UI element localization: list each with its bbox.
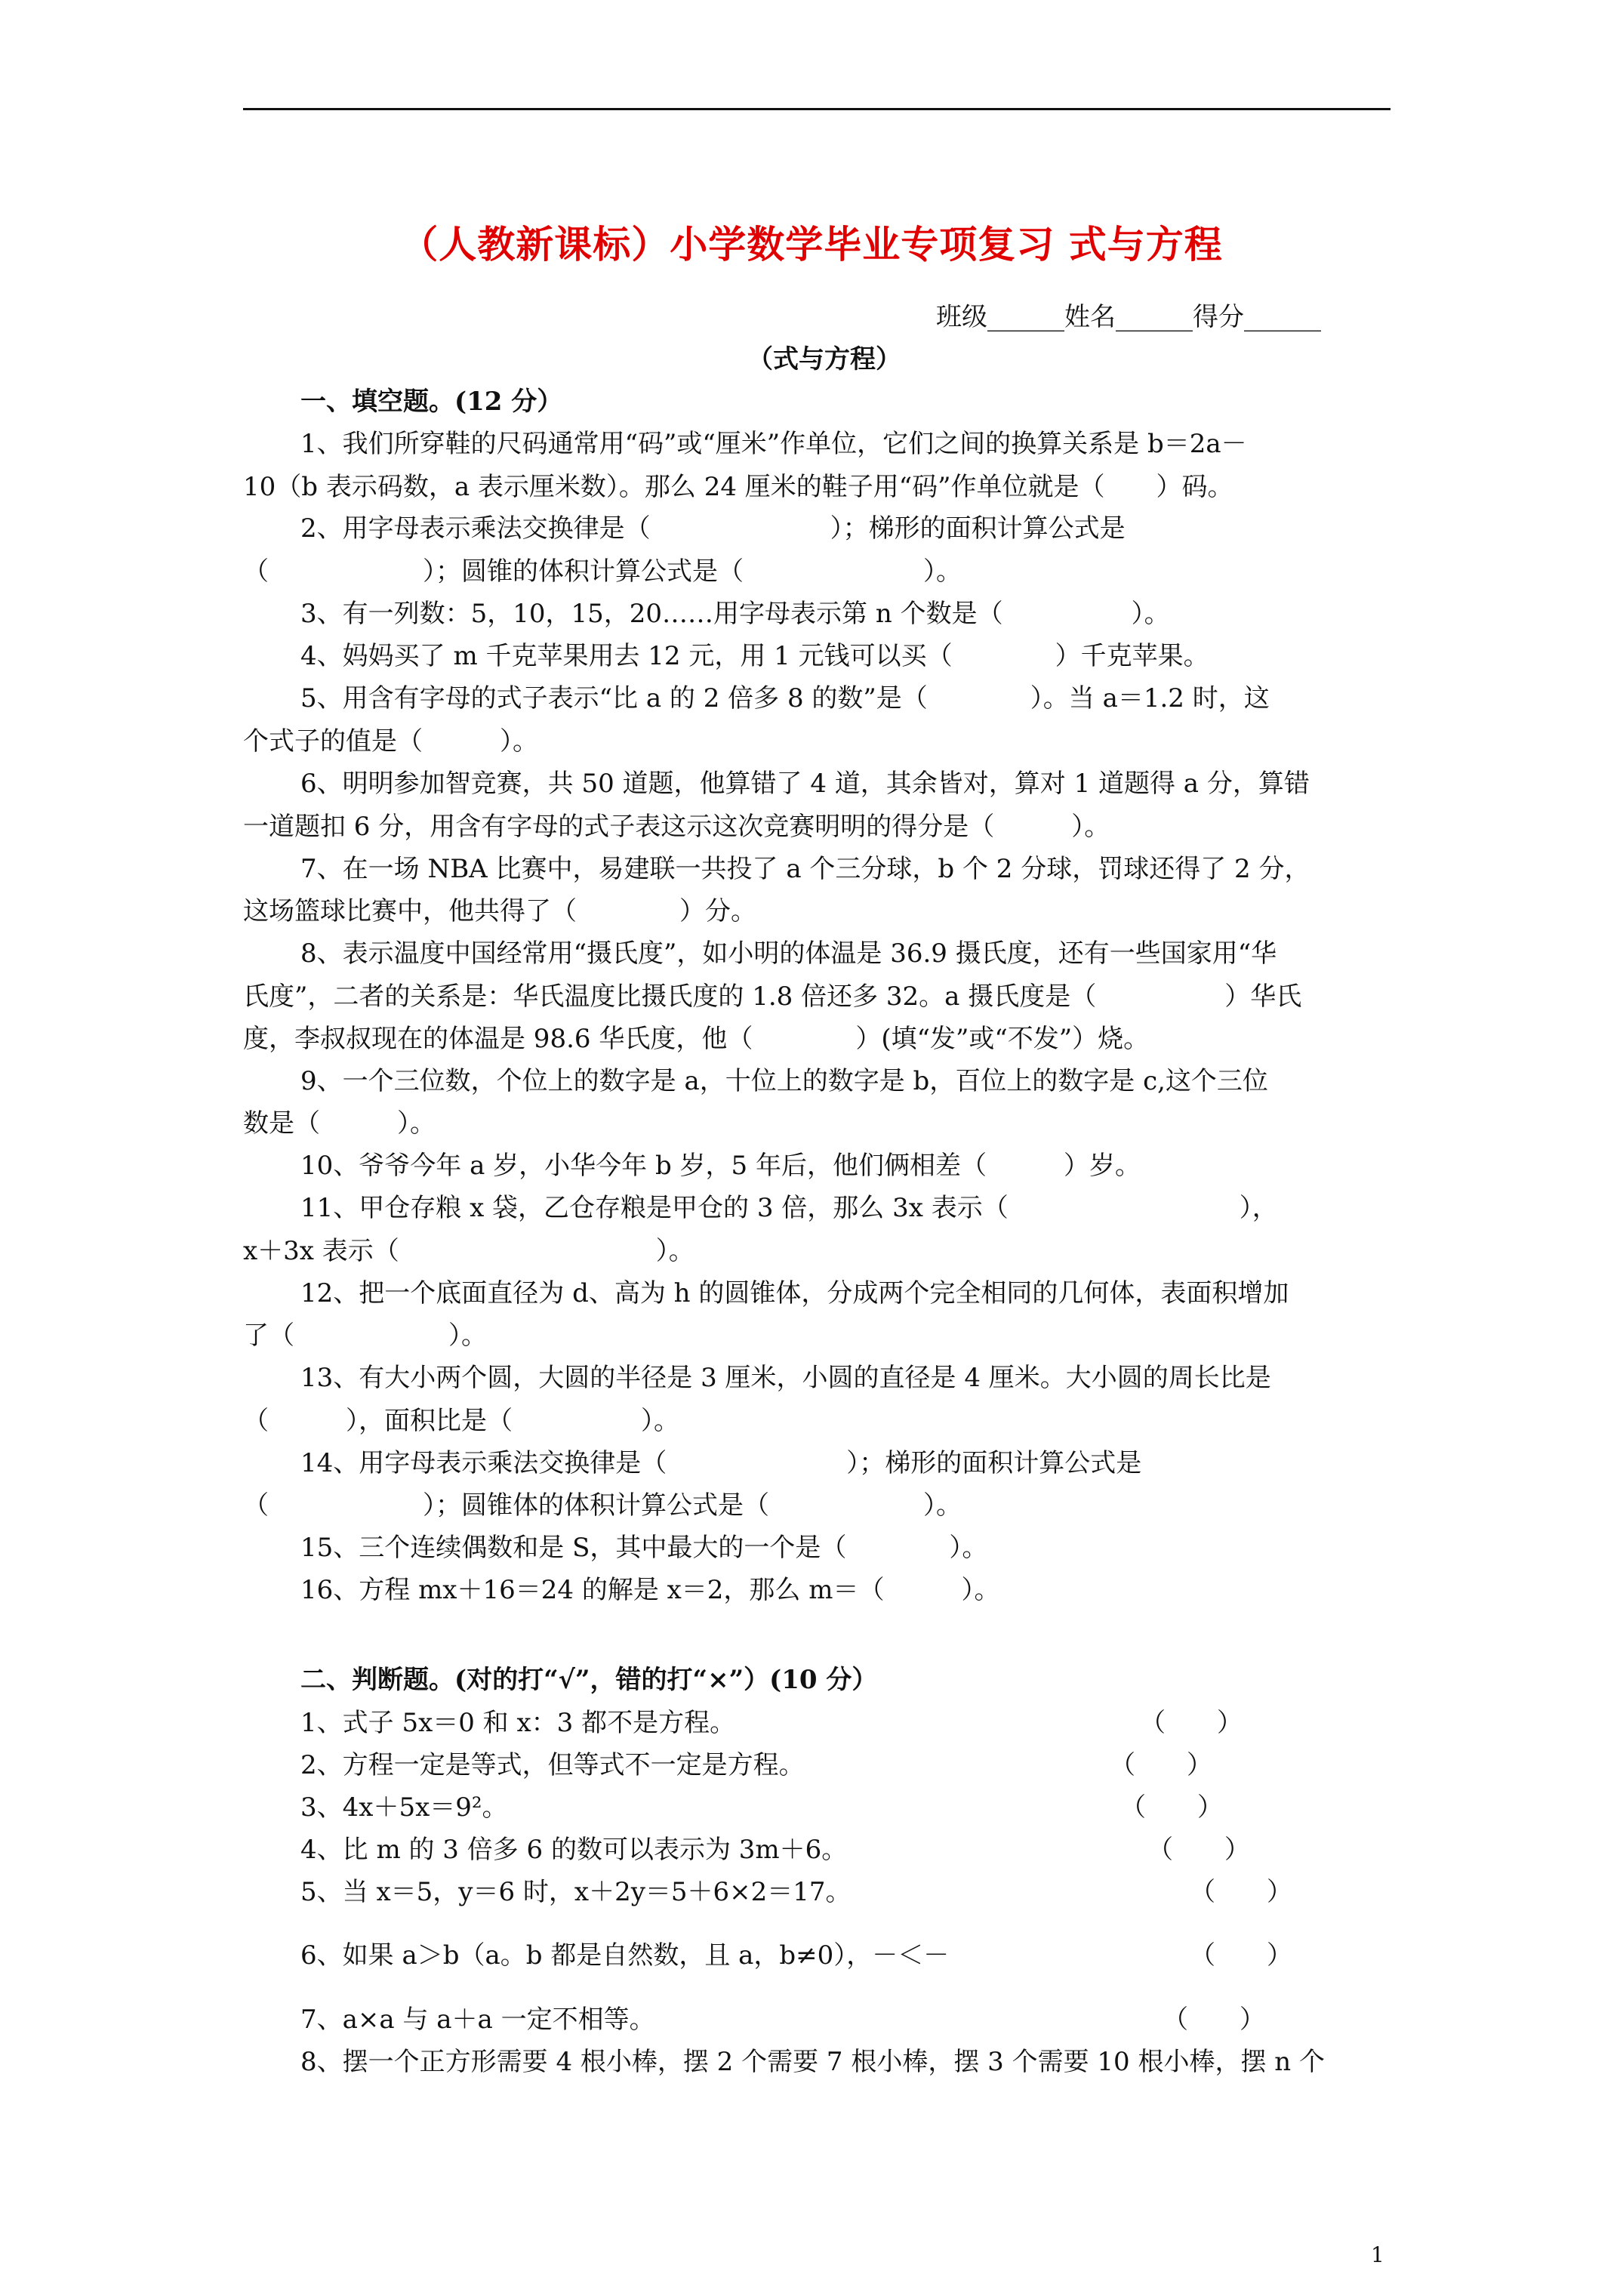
fill-blank-line: 度，李叔叔现在的体温是 98.6 华氏度，他（ ）(填“发”或“不发”）烧。 <box>243 1024 1150 1054</box>
fill-blank-line: （ ），面积比是（ ）。 <box>243 1406 679 1436</box>
judgment-item: 8、摆一个正方形需要 4 根小棒，摆 2 个需要 7 根小棒，摆 3 个需要 10 根小棒，摆 n 个 <box>300 2047 1326 2077</box>
page-number: 1 <box>1371 2242 1384 2267</box>
fill-blank-line: 13、有大小两个圆，大圆的半径是 3 厘米，小圆的直径是 4 厘米。大小圆的周长比是 <box>300 1363 1271 1393</box>
fill-blank-line: 4、妈妈买了 m 千克苹果用去 12 元，用 1 元钱可以买（ ）千克苹果。 <box>300 641 1209 671</box>
fill-blank-line: 2、用字母表示乘法交换律是（ ）；梯形的面积计算公式是 <box>300 513 1126 544</box>
fill-blank-line: 16、方程 mx＋16＝24 的解是 x＝2，那么 m＝（ ）。 <box>300 1575 1000 1605</box>
fill-blank-line: 个式子的值是（ ）。 <box>243 726 538 757</box>
fill-blank-line: 数是（ ）。 <box>243 1108 436 1139</box>
answer-bracket[interactable]: （ ） <box>1163 2005 1265 2035</box>
fill-blank-line: 3、有一列数：5，10，15，20……用字母表示第 n 个数是（ ）。 <box>300 599 1170 629</box>
fill-blank-line: 氏度”，二者的关系是：华氏温度比摄氏度的 1.8 倍还多 32。a 摄氏度是（ ）华氏 <box>243 982 1302 1012</box>
fill-blank-line: 了（ ）。 <box>243 1321 487 1351</box>
fill-blank-line: 14、用字母表示乘法交换律是（ ）；梯形的面积计算公式是 <box>300 1448 1142 1478</box>
page-title: （人教新课标）小学数学毕业专项复习 式与方程 <box>400 222 1223 267</box>
fill-blank-line: （ ）；圆锥体的体积计算公式是（ ）。 <box>243 1490 962 1521</box>
fill-blank-line: 这场篮球比赛中，他共得了（ ）分。 <box>243 896 756 926</box>
section2-heading: 二、判断题。(对的打“√”，错的打“×”）(10 分） <box>300 1665 878 1695</box>
section1-heading: 一、填空题。(12 分） <box>300 387 563 417</box>
answer-bracket[interactable]: （ ） <box>1110 1750 1212 1780</box>
answer-bracket[interactable]: （ ） <box>1190 1877 1292 1907</box>
fill-blank-line: 12、把一个底面直径为 d、高为 h 的圆锥体，分成两个完全相同的几何体，表面积增加 <box>300 1278 1289 1308</box>
subtitle: （式与方程） <box>747 344 901 374</box>
fill-blank-line: 10（b 表示码数，a 表示厘米数）。那么 24 厘米的鞋子用“码”作单位就是（ ）码。 <box>243 472 1233 502</box>
fill-blank-line: x＋3x 表示（ ）。 <box>243 1236 694 1266</box>
header-rule <box>243 108 1390 110</box>
judgment-item: 4、比 m 的 3 倍多 6 的数可以表示为 3m＋6。 <box>300 1835 848 1865</box>
judgment-item: 6、如果 a＞b（a。b 都是自然数，且 a，b≠0），－＜－ <box>300 1940 950 1971</box>
judgment-item: 7、a×a 与 a＋a 一定不相等。 <box>300 2005 655 2035</box>
fill-blank-line: 15、三个连续偶数和是 S，其中最大的一个是（ ）。 <box>300 1533 988 1563</box>
fill-blank-line: 6、明明参加智竞赛，共 50 道题，他算错了 4 道，其余皆对，算对 1 道题得 a 分，算错 <box>300 769 1310 799</box>
judgment-item: 3、4x＋5x＝9²。 <box>300 1792 508 1823</box>
fill-blank-line: （ ）；圆锥的体积计算公式是（ ）。 <box>243 556 962 587</box>
judgment-item: 5、当 x＝5，y＝6 时，x＋2y＝5＋6×2＝17。 <box>300 1877 852 1907</box>
answer-bracket[interactable]: （ ） <box>1140 1708 1243 1738</box>
fill-blank-line: 1、我们所穿鞋的尺码通常用“码”或“厘米”作单位，它们之间的换算关系是 b＝2a－ <box>300 429 1247 459</box>
fill-blank-line: 9、一个三位数，个位上的数字是 a，十位上的数字是 b，百位上的数字是 c,这个三位 <box>300 1066 1268 1096</box>
judgment-item: 1、式子 5x＝0 和 x：3 都不是方程。 <box>300 1708 736 1738</box>
fill-blank-line: 一道题扣 6 分，用含有字母的式子表这示这次竞赛明明的得分是（ ）。 <box>243 812 1110 842</box>
fill-blank-line: 7、在一场 NBA 比赛中，易建联一共投了 a 个三分球，b 个 2 分球，罚球还得了 2 分， <box>300 854 1310 884</box>
answer-bracket[interactable]: （ ） <box>1147 1835 1250 1865</box>
answer-bracket[interactable]: （ ） <box>1190 1940 1292 1971</box>
fill-blank-line: 8、表示温度中国经常用“摄氏度”，如小明的体温是 36.9 摄氏度，还有一些国家用“华 <box>300 938 1277 969</box>
answer-bracket[interactable]: （ ） <box>1120 1792 1223 1823</box>
judgment-item: 2、方程一定是等式，但等式不一定是方程。 <box>300 1750 805 1780</box>
fill-blank-line: 5、用含有字母的式子表示“比 a 的 2 倍多 8 的数”是（ ）。当 a＝1.2 时，这 <box>300 683 1270 713</box>
fill-blank-line: 10、爷爷今年 a 岁，小华今年 b 岁，5 年后，他们俩相差（ ）岁。 <box>300 1151 1141 1181</box>
fill-blank-line: 11、甲仓存粮 x 袋，乙仓存粮是甲仓的 3 倍，那么 3x 表示（ ）， <box>300 1193 1278 1223</box>
student-info-line: 班级______姓名______得分______ <box>936 302 1321 332</box>
